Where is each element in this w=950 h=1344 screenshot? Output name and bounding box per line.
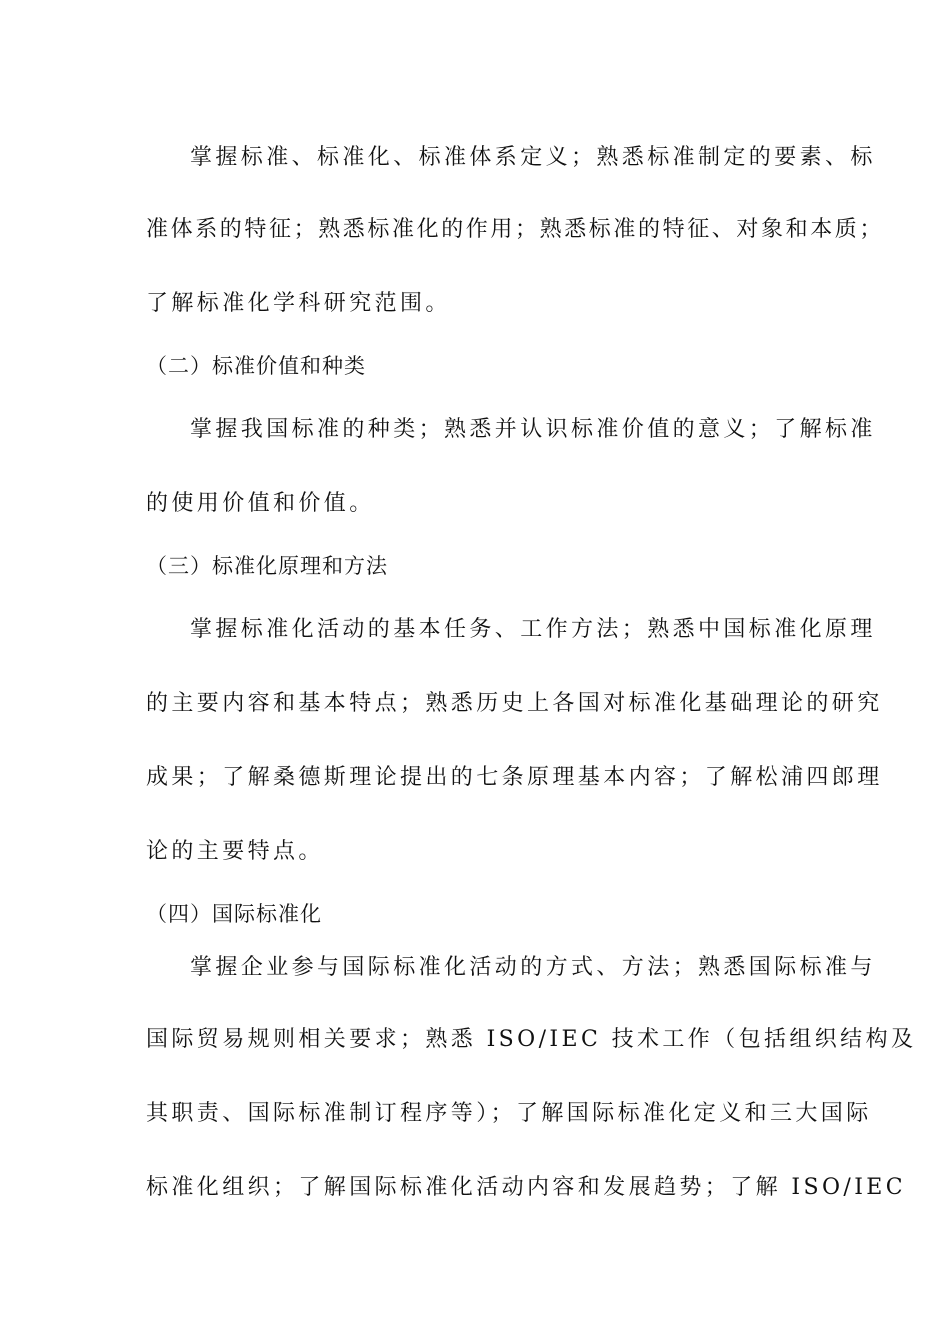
section-4-line-4: 标准化组织；了解国际标准化活动内容和发展趋势；了解 ISO/IEC — [146, 1175, 906, 1200]
section-4-heading: （四）国际标准化 — [146, 902, 322, 926]
section-3-heading: （三）标准化原理和方法 — [146, 554, 388, 578]
paragraph-1-line-2: 准体系的特征；熟悉标准化的作用；熟悉标准的特征、对象和本质； — [146, 217, 885, 242]
section-2-line-1: 掌握我国标准的种类；熟悉并认识标准价值的意义；了解标准 — [190, 417, 876, 442]
section-3-line-4: 论的主要特点。 — [146, 839, 324, 864]
section-3-line-3: 成果；了解桑德斯理论提出的七条原理基本内容；了解松浦四郎理 — [146, 765, 883, 790]
section-3-line-2: 的主要内容和基本特点；熟悉历史上各国对标准化基础理论的研究 — [146, 691, 883, 716]
paragraph-1-line-3: 了解标准化学科研究范围。 — [146, 291, 451, 316]
section-4-line-1: 掌握企业参与国际标准化活动的方式、方法；熟悉国际标准与 — [190, 955, 876, 980]
section-4-line-3: 其职责、国际标准制订程序等）；了解国际标准化定义和三大国际 — [146, 1101, 872, 1126]
paragraph-1-line-1: 掌握标准、标准化、标准体系定义；熟悉标准制定的要素、标 — [190, 145, 876, 170]
section-2-line-2: 的使用价值和价值。 — [146, 491, 375, 516]
section-3-line-1: 掌握标准化活动的基本任务、工作方法；熟悉中国标准化原理 — [190, 617, 876, 642]
section-2-heading: （二）标准价值和种类 — [146, 354, 366, 378]
section-4-line-2: 国际贸易规则相关要求；熟悉 ISO/IEC 技术工作（包括组织结构及 — [146, 1027, 917, 1052]
